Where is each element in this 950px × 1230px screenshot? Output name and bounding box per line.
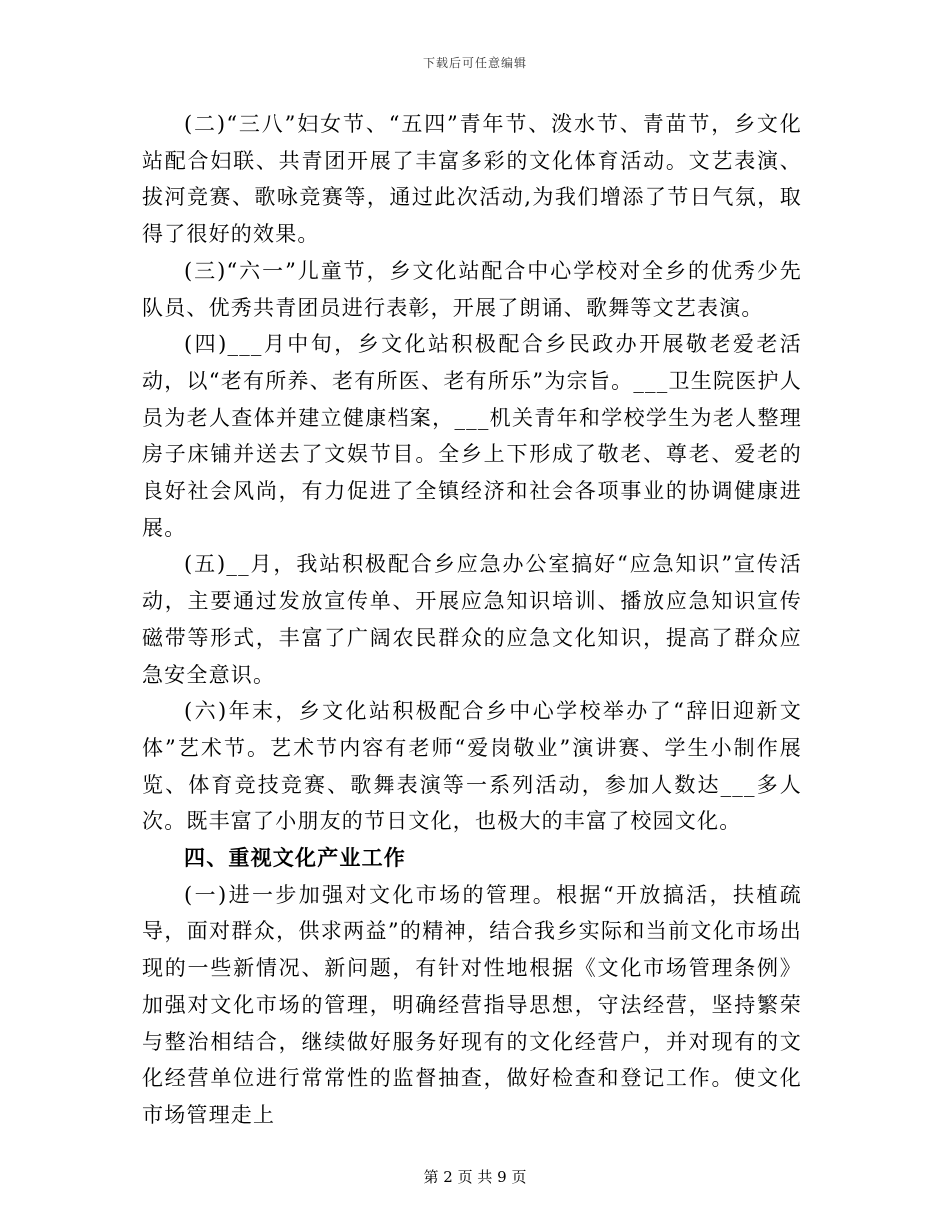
paragraph-4: (四)___月中旬，乡文化站积极配合乡民政办开展敬老爱老活动，以“老有所养、老有所医、老有所乐”为宗旨。___卫生院医护人员为老人查体并建立健康档案，___机关青年和学校学生为老人整理房子床铺并送去了文娱节目。全乡上下形成了敬老、尊老、爱老的良好社会风尚，有力促进了全镇经济和社会各项事业的协调健康进展。 bbox=[142, 332, 802, 540]
paragraph-5: (五)__月，我站积极配合乡应急办公室搞好“应急知识”宣传活动，主要通过发放宣传单、开展应急知识培训、播放应急知识宣传磁带等形式，丰富了广阔农民群众的应急文化知识，提高了群众应急安全意识。 bbox=[142, 552, 802, 687]
section-paragraph-1: (一)进一步加强对文化市场的管理。根据“开放搞活，扶植疏导，面对群众，供求两益”的精神，结合我乡实际和当前文化市场出现的一些新情况、新问题，有针对性地根据《文化市场管理条例》加强对文化市场的管理，明确经营指导思想，守法经营，坚持繁荣与整治相结合，继续做好服务好现有的文化经营户，并对现有的文化经营单位进行常常性的监督抽查，做好检查和登记工作。使文化市场管理走上 bbox=[142, 882, 802, 1127]
paragraph-2: (二)“三八”妇女节、“五四”青年节、泼水节、青苗节，乡文化站配合妇联、共青团开展了丰富多彩的文化体育活动。文艺表演、拔河竞赛、歌咏竞赛等，通过此次活动,为我们增添了节日气氛，取得了很好的效果。 bbox=[142, 112, 802, 247]
page-header: 下载后可任意编辑 bbox=[422, 56, 527, 70]
document-body bbox=[142, 106, 802, 1134]
section-heading: 四、重视文化产业工作 bbox=[184, 845, 406, 871]
paragraph-6: (六)年末，乡文化站积极配合乡中心学校举办了“辞旧迎新文体”艺术节。艺术节内容有老师“爱岗敬业”演讲赛、学生小制作展览、体育竞技竞赛、歌舞表演等一系列活动，参加人数达___多人次。既丰富了小朋友的节日文化，也极大的丰富了校园文化。 bbox=[142, 699, 802, 834]
paragraph-3: (三)“六一”儿童节，乡文化站配合中心学校对全乡的优秀少先队员、优秀共青团员进行表彰，开展了朗诵、歌舞等文艺表演。 bbox=[142, 258, 802, 320]
page-footer: 第 2 页 共 9 页 bbox=[423, 1168, 527, 1186]
